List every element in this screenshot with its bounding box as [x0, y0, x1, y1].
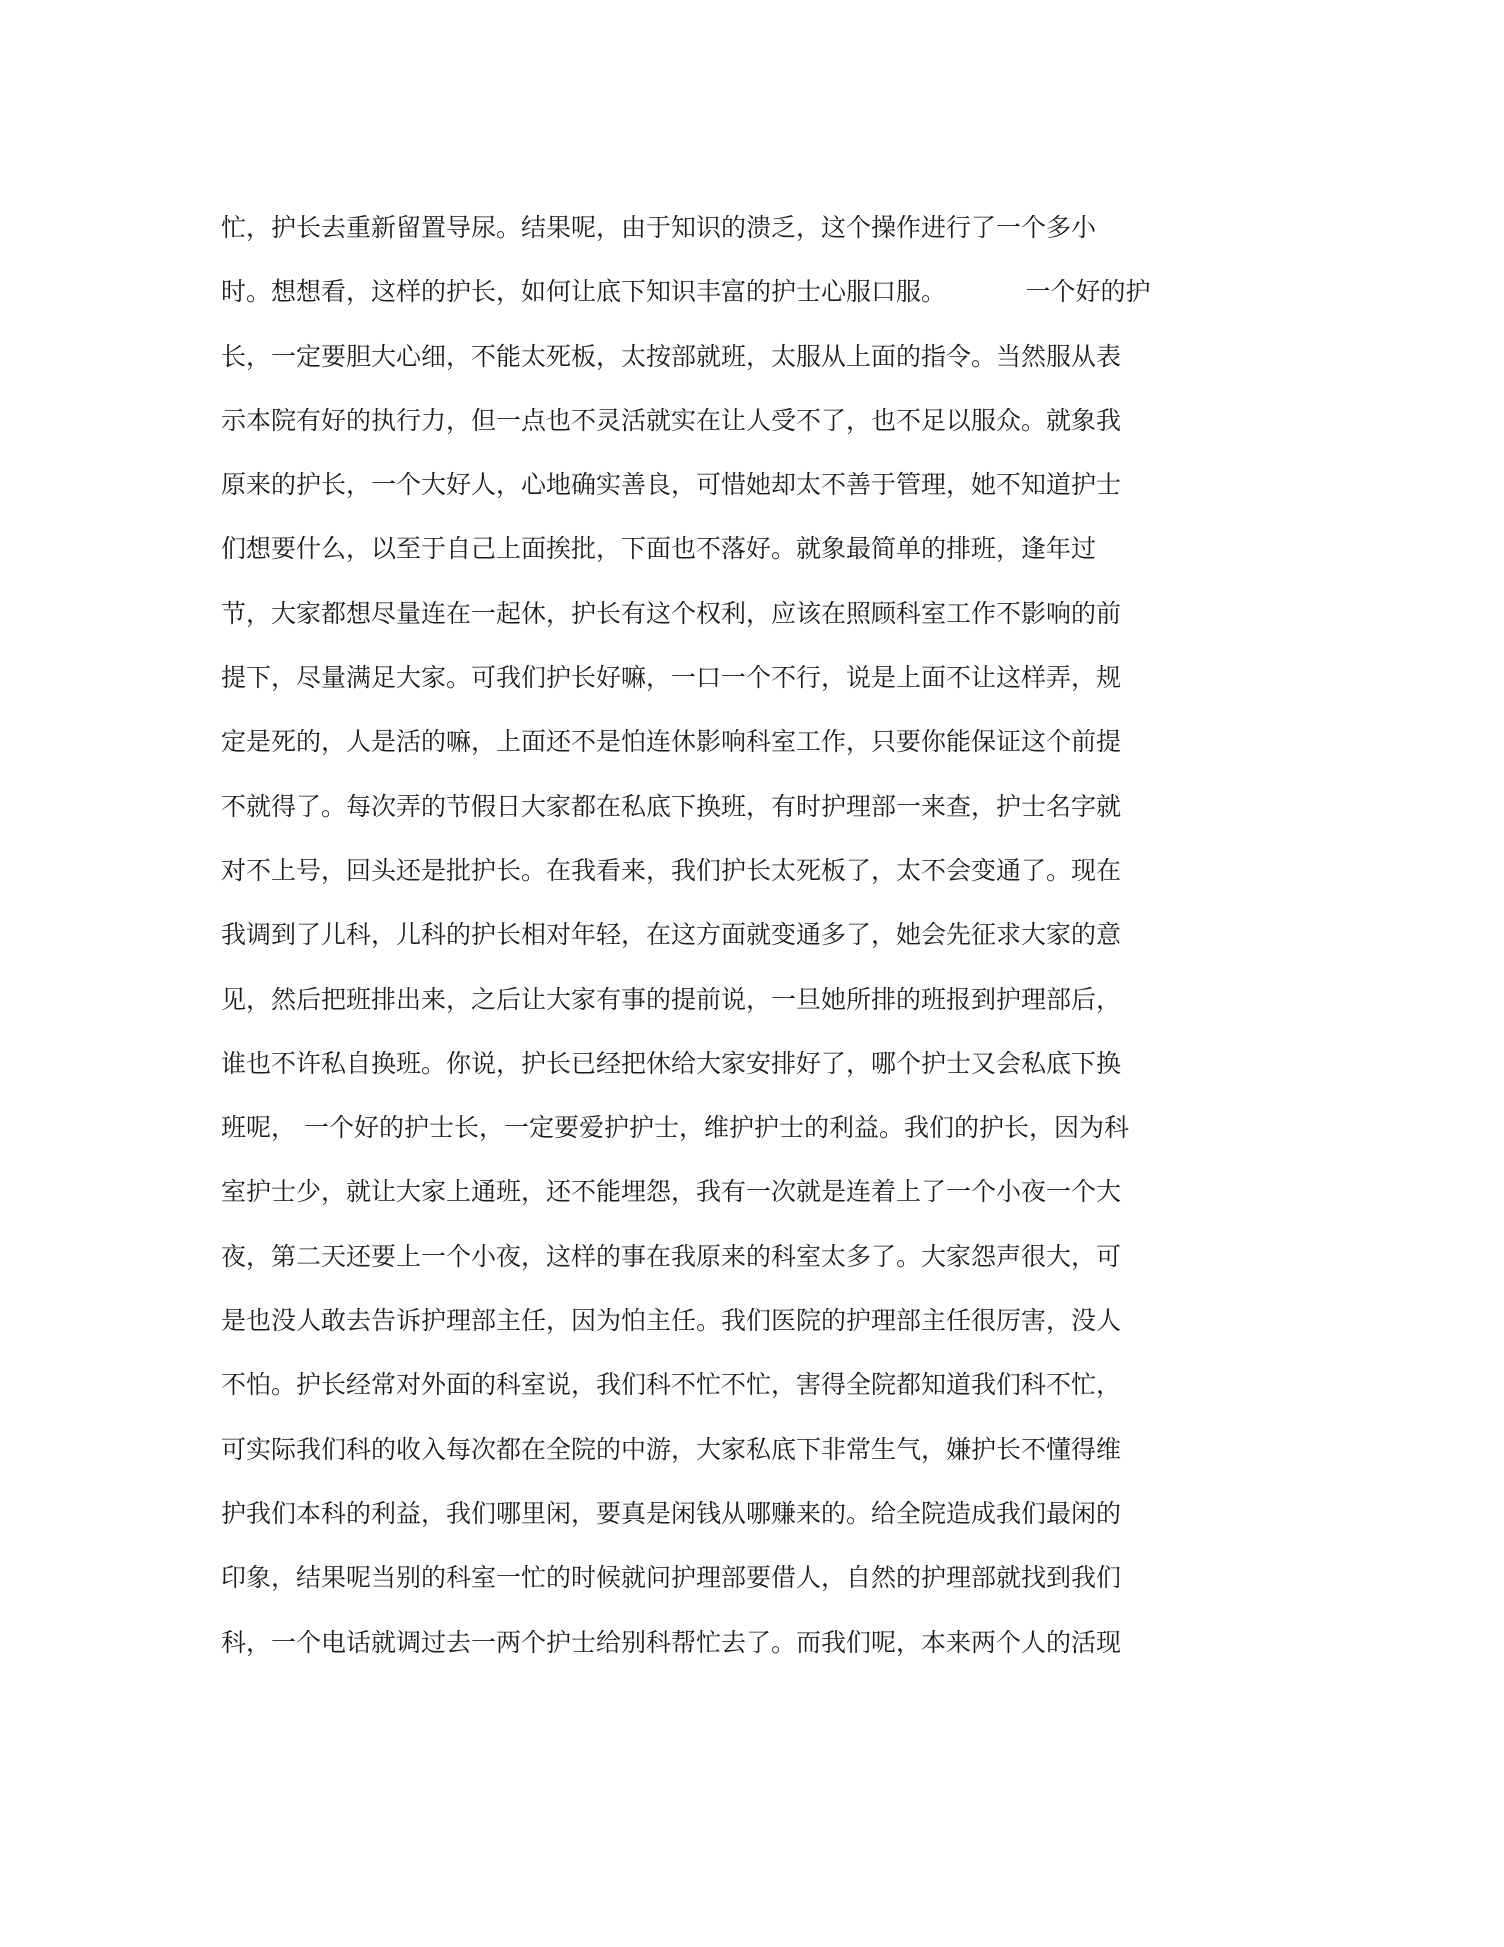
text-line: 见，然后把班排出来，之后让大家有事的提前说，一旦她所排的班报到护理部后， [221, 984, 1122, 1014]
text-line: 提下，尽量满足大家。可我们护长好嘛，一口一个不行，说是上面不让这样弄，规 [221, 663, 1122, 693]
text-line: 不怕。护长经常对外面的科室说，我们科不忙不忙，害得全院都知道我们科不忙， [221, 1370, 1122, 1400]
text-line: 不就得了。每次弄的节假日大家都在私底下换班，有时护理部一来查，护士名字就 [221, 791, 1122, 821]
text-line: 室护士少，就让大家上通班，还不能埋怨，我有一次就是连着上了一个小夜一个大 [221, 1177, 1122, 1207]
text-line: 可实际我们科的收入每次都在全院的中游，大家私底下非常生气，嫌护长不懂得维 [221, 1434, 1122, 1464]
text-line: 我调到了儿科，儿科的护长相对年轻，在这方面就变通多了，她会先征求大家的意 [221, 920, 1122, 950]
text-line: 示本院有好的执行力，但一点也不灵活就实在让人受不了，也不足以服众。就象我 [221, 405, 1122, 435]
text-line: 是也没人敢去告诉护理部主任，因为怕主任。我们医院的护理部主任很厉害，没人 [221, 1306, 1122, 1336]
text-line: 谁也不许私自换班。你说，护长已经把休给大家安排好了，哪个护士又会私底下换 [221, 1048, 1122, 1078]
text-line: 夜，第二天还要上一个小夜，这样的事在我原来的科室太多了。大家怨声很大，可 [221, 1241, 1122, 1271]
text-line: 护我们本科的利益，我们哪里闲，要真是闲钱从哪赚来的。给全院造成我们最闲的 [221, 1498, 1122, 1528]
text-line: 对不上号，回头还是批护长。在我看来，我们护长太死板了，太不会变通了。现在 [221, 855, 1122, 885]
text-line: 时。想想看，这样的护长，如何让底下知识丰富的护士心服口服。 一个好的护 [221, 277, 1151, 307]
text-line: 节，大家都想尽量连在一起休，护长有这个权利，应该在照顾科室工作不影响的前 [221, 598, 1122, 628]
text-line: 科，一个电话就调过去一两个护士给别科帮忙去了。而我们呢，本来两个人的活现 [221, 1627, 1122, 1657]
text-line: 班呢， 一个好的护士长，一定要爱护护士，维护护士的利益。我们的护长，因为科 [221, 1113, 1129, 1143]
text-line: 定是死的，人是活的嘛，上面还不是怕连休影响科室工作，只要你能保证这个前提 [221, 727, 1122, 757]
body-text [221, 196, 1241, 1675]
text-line: 原来的护长，一个大好人，心地确实善良，可惜她却太不善于管理，她不知道护士 [221, 470, 1122, 500]
text-line: 忙，护长去重新留置导尿。结果呢，由于知识的溃乏，这个操作进行了一个多小 [221, 213, 1097, 242]
text-line: 长，一定要胆大心细，不能太死板，太按部就班，太服从上面的指令。当然服从表 [221, 341, 1122, 371]
text-line: 印象，结果呢当别的科室一忙的时候就问护理部要借人，自然的护理部就找到我们 [221, 1563, 1122, 1593]
text-line: 们想要什么，以至于自己上面挨批，下面也不落好。就象最简单的排班，逢年过 [221, 534, 1097, 564]
